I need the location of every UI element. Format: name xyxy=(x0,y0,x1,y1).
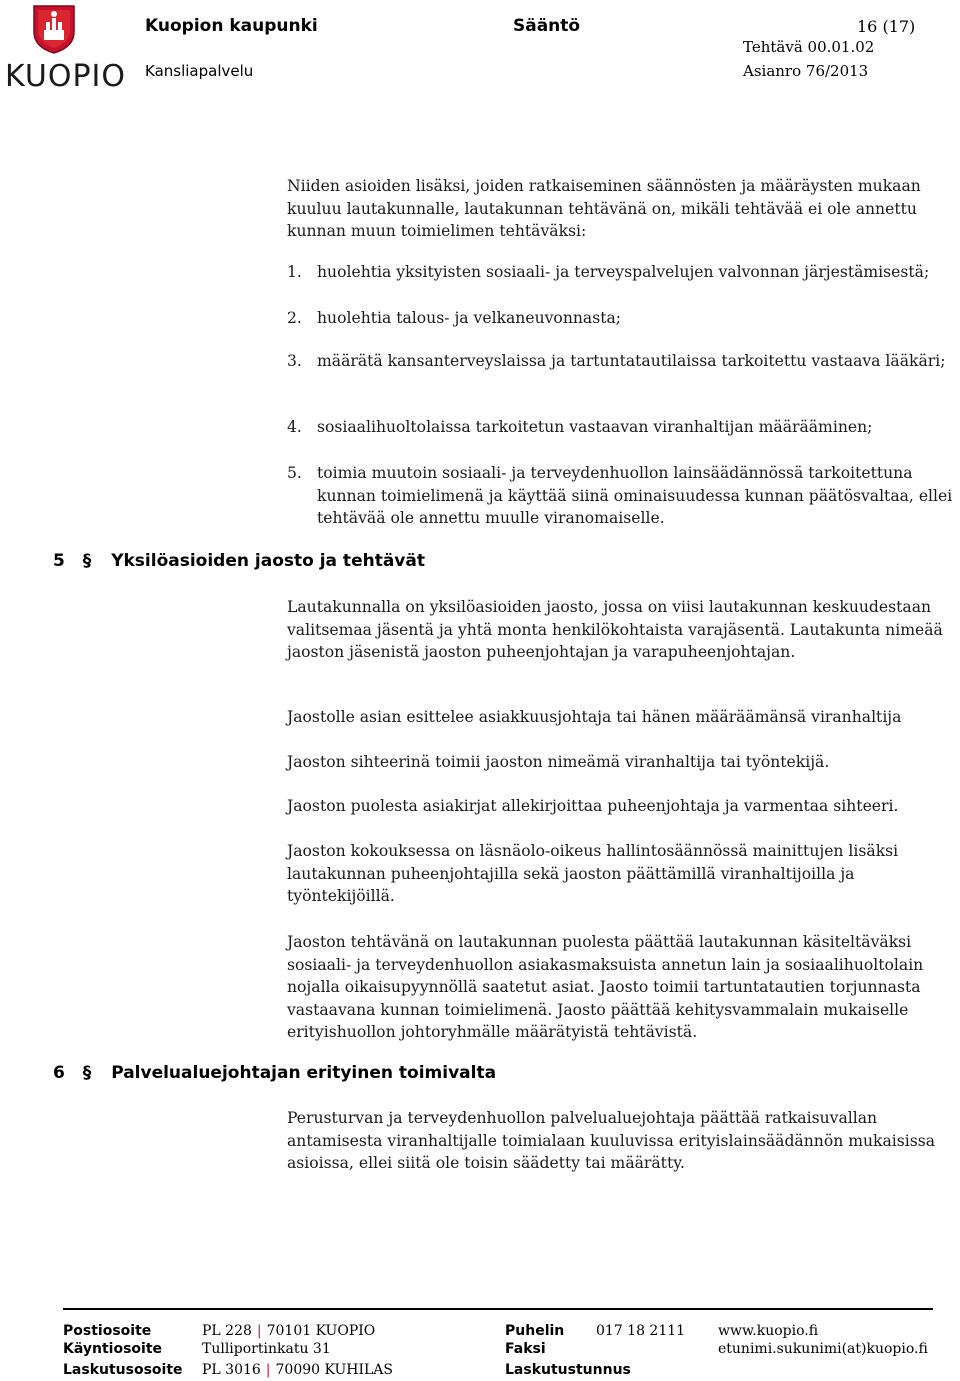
footer-billing-label: Laskutusosoite xyxy=(63,1362,183,1378)
list-text: huolehtia yksityisten sosiaali- ja terveyspalvelujen valvonnan järjestämisestä; xyxy=(317,263,930,281)
section-5-paragraph: Jaoston puolesta asiakirjat allekirjoittaa puheenjohtaja ja varmentaa sihteeri. xyxy=(287,797,899,815)
kuopio-crest-icon xyxy=(32,4,76,54)
logo-wordmark: KUOPIO xyxy=(5,59,126,94)
list-text: määrätä kansanterveyslaissa ja tartuntatautilaissa tarkoitettu vastaava lääkäri; xyxy=(317,352,946,370)
section-5-heading xyxy=(53,551,425,571)
footer-billing-code: 70090 KUHILAS xyxy=(275,1362,393,1378)
section-title: Yksilöasioiden jaosto ja tehtävät xyxy=(111,551,425,571)
footer-postal-address xyxy=(202,1322,375,1340)
footer-website-link[interactable]: www.kuopio.fi xyxy=(718,1323,819,1339)
section-5-paragraph: Jaoston tehtävänä on lautakunnan puolesta päättää lautakunnan käsiteltäväksi sosiaali- ja terveydenhuollon asiakasmaksuista annetun lain ja sosiaalihuoltolain nojalla oikaisupyynnöllä saatetut asiat. Jaosto toimii tartuntatautien torjunnasta vastaavana kunnan toimielimenä. Jaosto päättää kehitysvammalain mukaiselle erityishuollon johtoryhmälle määrätyistä tehtävistä. xyxy=(287,933,924,1041)
header-record-no: Asianro 76/2013 xyxy=(743,62,869,80)
section-6-paragraph: Perusturvan ja terveydenhuollon palvelualuejohtaja päättää ratkaisuvallan antamisesta viranhaltijalle toimialaan kuuluvissa erityislainsäädännön mukaisissa asioissa, ellei siitä ole toisin säädetty tai määrätty. xyxy=(287,1109,936,1172)
footer-billing-address xyxy=(202,1361,393,1379)
footer-billing-id-label: Laskutustunnus xyxy=(505,1362,631,1378)
section-sign: § xyxy=(82,1063,92,1083)
intro-paragraph: Niiden asioiden lisäksi, joiden ratkaiseminen säännösten ja määräysten mukaan kuuluu lautakunnalle, lautakunnan tehtävänä on, mikäli tehtävää ei ole annettu kunnan muun toimielimen tehtäväksi: xyxy=(287,177,921,240)
section-number: 5 xyxy=(53,551,65,571)
footer-rule xyxy=(63,1308,933,1310)
list-number: 5. xyxy=(287,464,302,482)
list-text: toimia muutoin sosiaali- ja terveydenhuollon lainsäädännössä tarkoitettuna kunnan toimielimenä ja käyttää siinä ominaisuudessa kunnan päätösvaltaa, ellei tehtävää ole annettu muulle viranomaiselle. xyxy=(317,464,953,527)
list-number: 1. xyxy=(287,263,302,281)
list-text: sosiaalihuoltolaissa tarkoitetun vastaavan viranhaltijan määrääminen; xyxy=(317,418,873,436)
header-doc-type: Sääntö xyxy=(513,16,581,36)
footer-postal-label: Postiosoite xyxy=(63,1323,152,1339)
footer-email-link[interactable]: etunimi.sukunimi(at)kuopio.fi xyxy=(718,1341,928,1357)
footer-phone-label: Puhelin xyxy=(505,1323,565,1339)
section-5-paragraph: Jaoston kokouksessa on läsnäolo-oikeus hallintosäännössä mainittujen lisäksi lautakunnan puheenjohtajilla sekä jaoston päättämillä viranhaltijoilla ja työntekijöillä. xyxy=(287,842,899,905)
kuopio-logo xyxy=(5,4,126,96)
header-page: 16 (17) xyxy=(857,17,916,36)
list-item-2 xyxy=(287,307,957,330)
footer-postal-code: 70101 KUOPIO xyxy=(266,1323,376,1339)
footer-fax-label: Faksi xyxy=(505,1341,546,1357)
list-item-1 xyxy=(287,261,957,307)
list-item-4 xyxy=(287,416,957,439)
header-org: Kuopion kaupunki xyxy=(145,16,318,36)
footer-visit-label: Käyntiosoite xyxy=(63,1341,163,1357)
header-task: Tehtävä 00.01.02 xyxy=(743,38,875,56)
footer-billing-box: PL 3016 xyxy=(202,1362,261,1378)
section-number: 6 xyxy=(53,1063,65,1083)
list-number: 3. xyxy=(287,352,302,370)
section-sign: § xyxy=(82,551,92,571)
list-item-3 xyxy=(287,350,957,396)
header-dept: Kansliapalvelu xyxy=(145,62,254,80)
section-title: Palvelualuejohtajan erityinen toimivalta xyxy=(111,1063,497,1083)
section-5-paragraph: Jaostolle asian esittelee asiakkuusjohtaja tai hänen määräämänsä viranhaltija xyxy=(287,708,902,726)
list-number: 4. xyxy=(287,418,302,436)
footer-visit-address: Tulliportinkatu 31 xyxy=(202,1341,331,1357)
list-number: 2. xyxy=(287,309,302,327)
list-text: huolehtia talous- ja velkaneuvonnasta; xyxy=(317,309,622,327)
list-item-5 xyxy=(287,462,957,530)
section-5-paragraph: Lautakunnalla on yksilöasioiden jaosto, jossa on viisi lautakunnan keskuudestaan valitsemaa jäsentä ja yhtä monta henkilökohtaista varajäsentä. Lautakunta nimeää jaoston jäsenistä jaoston puheenjohtajan ja varapuheenjohtajan. xyxy=(287,598,943,661)
section-6-heading xyxy=(53,1063,496,1083)
footer-separator: | xyxy=(256,1323,262,1339)
footer-separator: | xyxy=(265,1362,271,1378)
footer-postal-box: PL 228 xyxy=(202,1323,252,1339)
section-5-paragraph: Jaoston sihteerinä toimii jaoston nimeämä viranhaltija tai työntekijä. xyxy=(287,753,830,771)
footer-phone: 017 18 2111 xyxy=(596,1323,686,1339)
